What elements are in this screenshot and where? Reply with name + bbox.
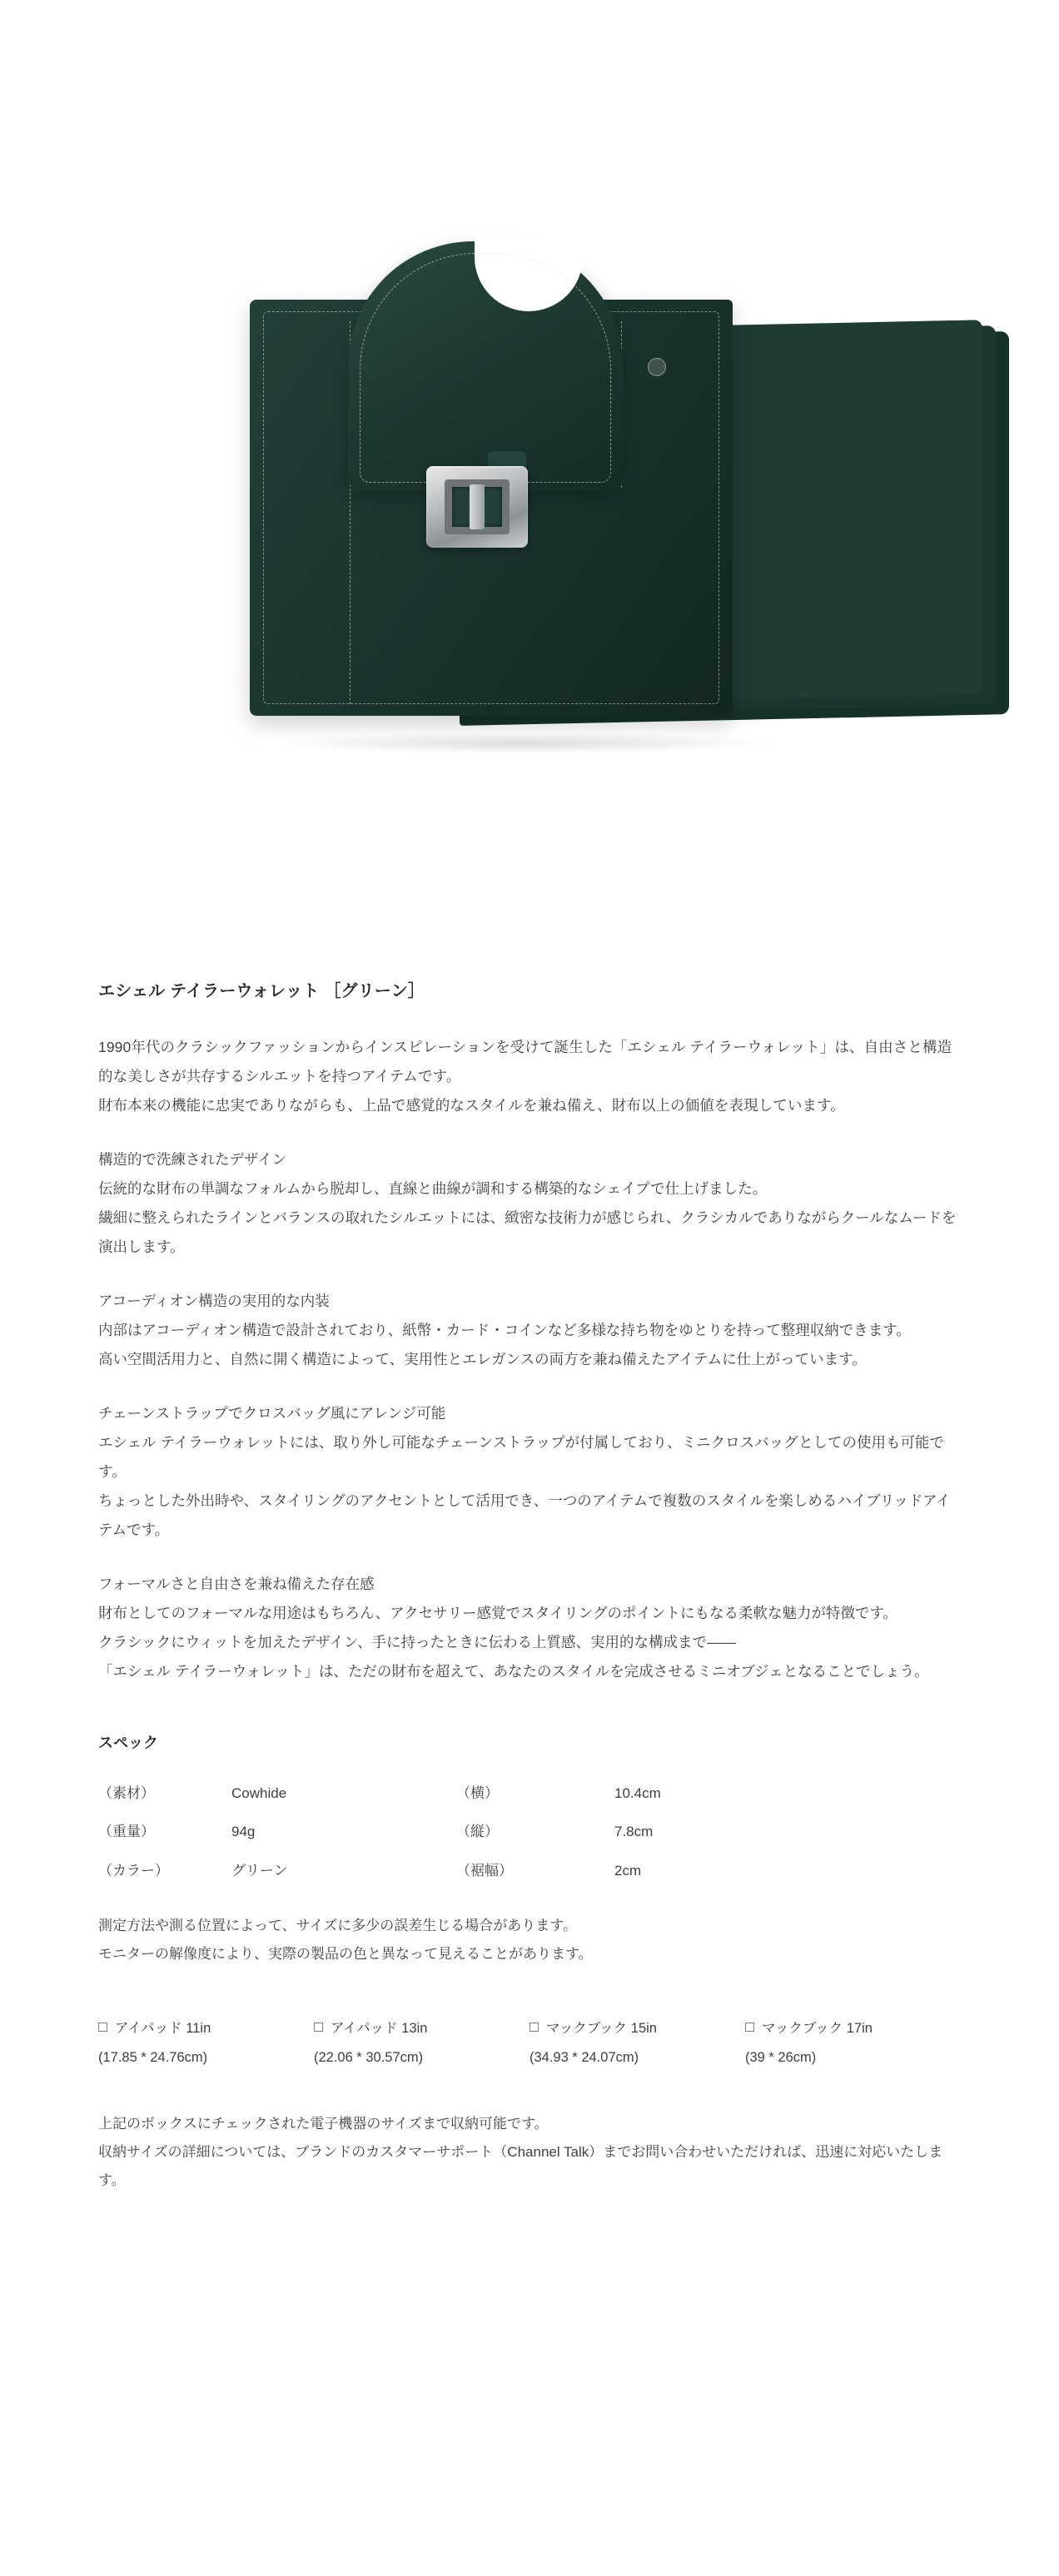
list-item	[314, 2015, 530, 2072]
section-presence-line-2: クラシックにウィットを加えたデザイン、手に持ったときに伝わる上質感、実用的な構成まで——	[98, 1634, 736, 1650]
spec-value-color: グリーン	[231, 1862, 288, 1879]
storage-note-line-2: 収納サイズの詳細については、ブランドのカスタマーサポート（Channel Talk）までお問い合わせいただければ、迅速に対応いたします。	[98, 2143, 943, 2188]
brand-emblem-icon	[648, 358, 666, 376]
section-presence-line-1: 財布としてのフォーマルな用途はもちろん、アクセサリー感覚でスタイリングのポイントにもなる柔軟な魅力が特徴です。	[98, 1605, 898, 1621]
spec-value-weight: 94g	[231, 1824, 256, 1840]
product-photo	[0, 0, 1059, 978]
intro-paragraph-1: 1990年代のクラシックファッションからインスピレーションを受けて誕生した「エシェル テイラーウォレット」は、自由さと構造的な美しさが共存するシルエットを持つアイテムです。	[98, 1039, 952, 1085]
wallet-flap	[348, 241, 623, 491]
section-design	[98, 1145, 961, 1262]
spec-value-gusset: 2cm	[614, 1862, 642, 1879]
list-item	[98, 2015, 314, 2072]
device-compatibility-list	[98, 2015, 961, 2072]
section-design-line-2: 繊細に整えられたラインとバランスの取れたシルエットには、緻密な技術力が感じられ、クラシカルでありながらクールなムードを演出します。	[98, 1209, 957, 1255]
section-interior-line-2: 高い空間活用力と、自然に開く構造によって、実用性とエレガンスの両方を兼ね備えたアイテムに仕上がっています。	[98, 1351, 867, 1367]
section-strap	[98, 1399, 961, 1545]
clasp-bar	[470, 484, 485, 529]
intro-paragraph-2: 財布本来の機能に忠実でありながらも、上品で感覚的なスタイルを兼ね備え、財布以上の価値を表現しています。	[98, 1097, 845, 1114]
product-shadow	[275, 732, 774, 754]
section-design-line-1: 伝統的な財布の単調なフォルムから脱却し、直線と曲線が調和する構築的なシェイプで仕上げました。	[98, 1180, 768, 1197]
wallet-turnlock-clasp	[426, 466, 528, 548]
product-image-section	[0, 0, 1059, 978]
device-size: (17.85 * 24.76cm)	[98, 2049, 208, 2065]
section-interior-line-1: 内部はアコーディオン構造で設計されており、紙幣・カード・コインなど多様な持ち物をゆとりを持って整理収納できます。	[98, 1322, 911, 1338]
spec-label-gusset: （裾幅）	[456, 1862, 513, 1879]
wallet-flap-notch	[475, 236, 583, 311]
device-size: (22.06 * 30.57cm)	[314, 2049, 424, 2065]
table-row	[98, 1852, 961, 1890]
intro-block	[98, 1033, 961, 1120]
spec-label-height: （縦）	[456, 1824, 499, 1840]
section-strap-line-2: ちょっとした外出時や、スタイリングのアクセントとして活用でき、一つのアイテムで複数のスタイルを楽しめるハイブリッドアイテムです。	[98, 1492, 951, 1538]
checkbox-icon[interactable]	[314, 2023, 323, 2032]
product-title: エシェル テイラーウォレット ［グリーン］	[98, 982, 425, 1000]
table-row	[98, 1813, 961, 1851]
device-name: アイパッド 11in	[115, 2020, 211, 2036]
checkbox-icon[interactable]	[530, 2023, 539, 2032]
section-strap-heading: チェーンストラップでクロスバッグ風にアレンジ可能	[98, 1405, 446, 1422]
device-name: マックブック 17in	[762, 2020, 873, 2036]
spec-title: スペック	[98, 1735, 158, 1751]
spec-note-2: モニターの解像度により、実際の製品の色と異なって見えることがあります。	[98, 1945, 593, 1962]
spec-table	[98, 1774, 961, 1890]
spec-label-material: （素材）	[98, 1785, 155, 1801]
table-row	[98, 1774, 961, 1813]
storage-note-line-1: 上記のボックスにチェックされた電子機器のサイズまで収納可能です。	[98, 2115, 549, 2132]
section-presence	[98, 1570, 961, 1686]
spec-value-width: 10.4cm	[614, 1785, 661, 1801]
spec-label-width: （横）	[456, 1785, 499, 1801]
section-strap-line-1: エシェル テイラーウォレットには、取り外し可能なチェーンストラップが付属しており、ミニクロスバッグとしての使用も可能です。	[98, 1434, 945, 1480]
device-name: マックブック 15in	[546, 2020, 657, 2036]
section-presence-line-3: 「エシェル テイラーウォレット」は、ただの財布を超えて、あなたのスタイルを完成させるミニオブジェとなることでしょう。	[98, 1663, 929, 1680]
product-description	[0, 978, 1059, 2261]
spec-note-1: 測定方法や測る位置によって、サイズに多少の誤差生じる場合があります。	[98, 1917, 577, 1933]
wallet-illustration	[250, 241, 816, 757]
list-item	[745, 2015, 961, 2072]
checkbox-icon[interactable]	[98, 2023, 107, 2032]
storage-note	[98, 2110, 961, 2195]
checkbox-icon[interactable]	[745, 2023, 754, 2032]
spec-label-weight: （重量）	[98, 1824, 155, 1840]
spec-value-height: 7.8cm	[614, 1824, 654, 1840]
section-interior-heading: アコーディオン構造の実用的な内装	[98, 1293, 330, 1309]
section-interior	[98, 1287, 961, 1374]
section-presence-heading: フォーマルさと自由さを兼ね備えた存在感	[98, 1576, 375, 1592]
spec-value-material: Cowhide	[231, 1785, 287, 1801]
device-size: (39 * 26cm)	[745, 2049, 817, 2065]
spec-label-color: （カラー）	[98, 1862, 169, 1879]
section-design-heading: 構造的で洗練されたデザイン	[98, 1151, 287, 1168]
device-name: アイパッド 13in	[331, 2020, 428, 2036]
device-size: (34.93 * 24.07cm)	[530, 2049, 639, 2065]
list-item	[530, 2015, 745, 2072]
